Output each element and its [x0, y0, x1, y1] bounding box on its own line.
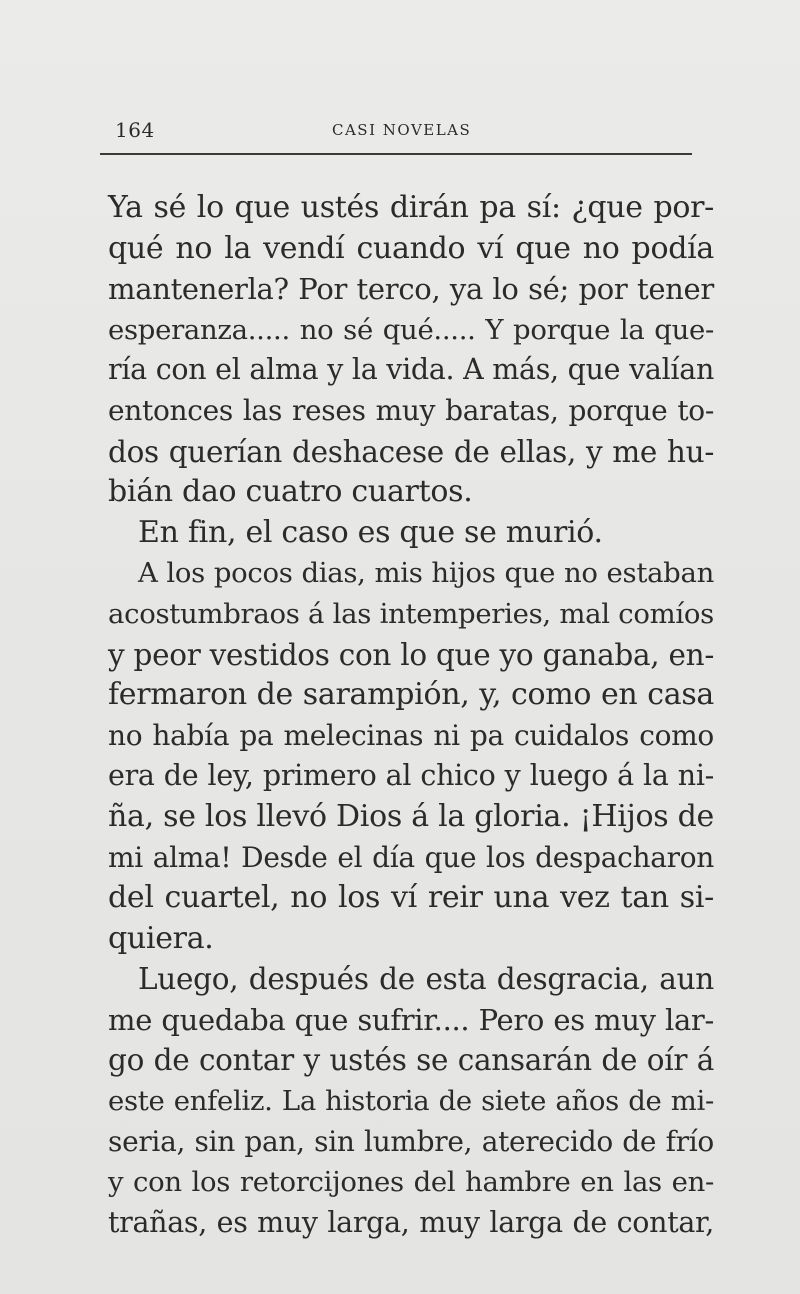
page-number: 164 — [115, 118, 155, 142]
text-line: qué no la vendí cuando ví que no podía — [108, 230, 714, 266]
text-line: y con los retorcijones del hambre en las en- — [108, 1166, 714, 1199]
text-line: y peor vestidos con lo que yo ganaba, en- — [108, 637, 714, 672]
text-line: go de contar y ustés se cansarán de oír á — [108, 1043, 714, 1078]
text-line: esperanza..... no sé qué..... Y porque la que- — [108, 313, 714, 346]
text-line: Luego, después de esta desgracia, aun — [138, 962, 714, 997]
text-line: me quedaba que sufrir.... Pero es muy lar- — [108, 1002, 714, 1037]
text-line: este enfeliz. La historia de siete años de mi- — [108, 1085, 714, 1118]
text-line: Ya sé lo que ustés dirán pa sí: ¿que por- — [108, 190, 714, 225]
text-line: bián dao cuatro cuartos. — [108, 474, 473, 510]
page-header — [100, 118, 692, 146]
text-line: acostumbraos á las intemperies, mal comíos — [108, 597, 714, 630]
text-line: entonces las reses muy baratas, porque to- — [108, 393, 714, 427]
text-line: no había pa melecinas ni pa cuidalos como — [108, 718, 714, 752]
text-line: A los pocos dias, mis hijos que no estaban — [138, 557, 714, 590]
text-line: seria, sin pan, sin lumbre, aterecido de frío — [108, 1124, 714, 1158]
text-line: fermaron de sarampión, y, como en casa — [108, 677, 714, 713]
text-line: mi alma! Desde el día que los despacharon — [108, 840, 714, 874]
header-rule — [100, 153, 692, 155]
text-line: trañas, es muy larga, muy larga de contar, — [108, 1205, 714, 1239]
text-line: quiera. — [108, 920, 214, 956]
text-line: era de ley, primero al chico y luego á la ni- — [108, 759, 714, 793]
body-text — [108, 188, 714, 1243]
text-line: ña, se los llevó Dios á la gloria. ¡Hijos de — [108, 798, 714, 834]
text-line: En fin, el caso es que se murió. — [138, 514, 603, 550]
running-title: CASI NOVELAS — [332, 121, 472, 139]
text-line: ría con el alma y la vida. A más, que valían — [108, 353, 714, 387]
text-line: del cuartel, no los ví reir una vez tan si- — [108, 880, 714, 916]
text-line: mantenerla? Por terco, ya lo sé; por tener — [108, 272, 714, 307]
text-line: dos querían deshacese de ellas, y me hu- — [108, 434, 714, 469]
